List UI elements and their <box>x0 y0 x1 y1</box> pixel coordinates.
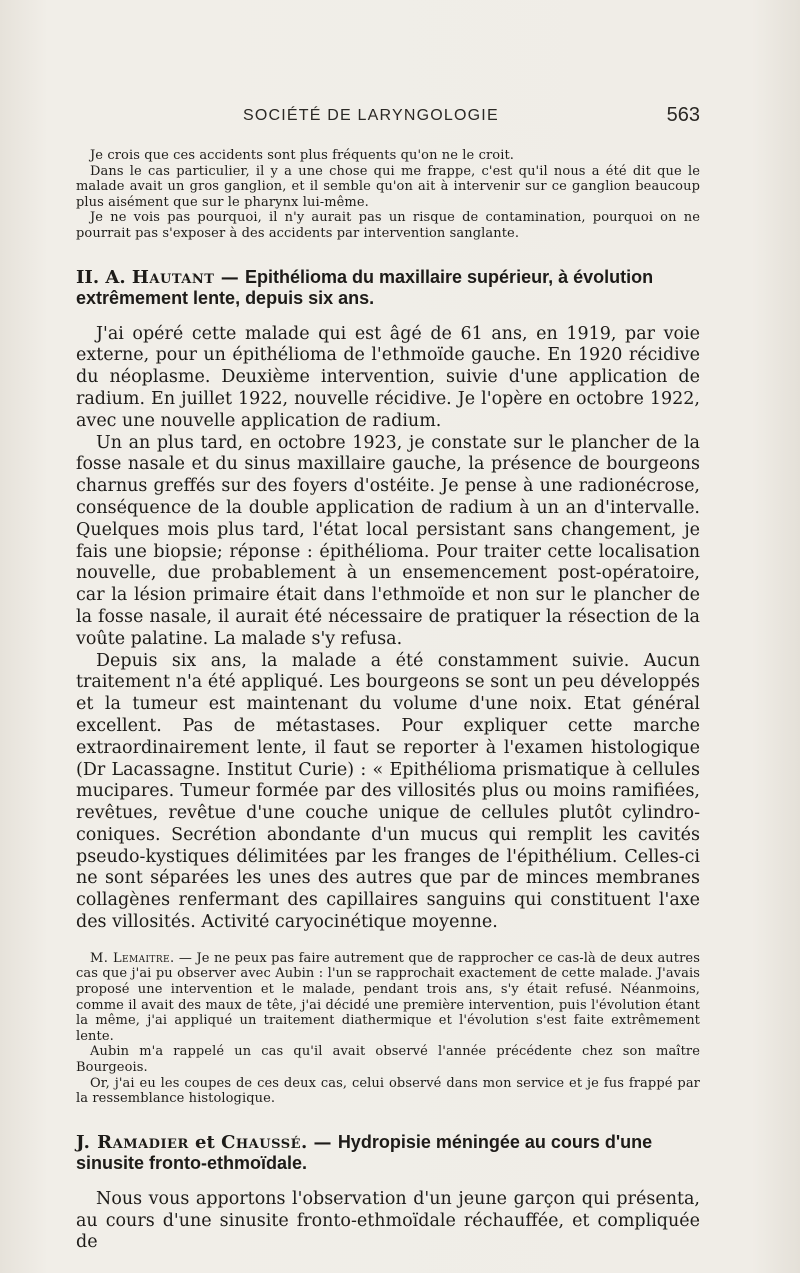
section-title: Epithélioma du maxillaire supérieur, à évolution extrêmement lente, depuis six ans. <box>76 266 654 309</box>
body-paragraph-3: Depuis six ans, la malade a été constamment suivie. Aucun traitement n'a été appliqué. Les bourgeons se sont un peu développés et la tumeur est maintenant du volume d'une noix. Etat général excellent. Pas de métastases. Pour expliquer cette marche extraordinairement lente, il faut se reporter à l'examen histologique (Dr Lacassagne. Institut Curie) : « Epithélioma prismatique à cellules mucipares. Tumeur formée par des villosités plus ou moins ramifiées, revêtues, revêtue d'une couche unique de cellules plutôt cylindro-coniques. Secrétion abondante d'un mucus qui remplit les cavités pseudo-kystiques délimitées par les franges de l'épithélium. Celles-ci ne sont séparées les unes des autres que par de minces membranes collagènes renfermant des capillaires sanguins qui constituent l'axe des villosités. Activité caryocinétique moyenne. <box>76 650 700 933</box>
section-hautant-body <box>76 324 700 934</box>
section-hautant-heading <box>76 267 700 310</box>
intro-paragraph-1: Je crois que ces accidents sont plus fréquents qu'on ne le croit. <box>90 148 515 163</box>
page-number: 563 <box>666 104 700 126</box>
page-body <box>76 148 700 1254</box>
discussion-paragraph-2: Aubin m'a rappelé un cas qu'il avait observé l'année précédente chez son maître Bourgeois. <box>76 1044 700 1076</box>
intro-paragraph-2: Dans le cas particulier, il y a une chose qui me frappe, c'est qu'il nous a été dit que le malade avait un gros ganglion, et il semble qu'on ait à intervenir sur ce ganglion beaucoup plus aisément que sur le pharynx lui-même. <box>76 163 700 210</box>
intro-paragraph-3: Je ne vois pas pourquoi, il n'y aurait pas un risque de contamination, pourquoi on ne pourrait pas s'exposer à des accidents par intervention sanglante. <box>76 210 700 241</box>
section-numbering: II. A. <box>76 266 126 288</box>
section-ramadier-body <box>76 1189 700 1254</box>
discussion-text-1: — Je ne peux pas faire autrement que de rapprocher ce cas-là de deux autres cas que j'ai pu observer avec Aubin : l'un se rapprochait exactement de cette malade. J'avais proposé une intervention et le malade, pendant trois ans, s'y était refusé. Néanmoins, comme il avait des maux de tête, j'ai décidé une première intervention, puis l'évolution étant la même, j'ai appliqué un traitement diathermique et l'évolution s'est faite extrêmement lente. <box>76 950 700 1044</box>
section-dash: — <box>214 266 245 288</box>
discussion-speaker: M. Lemaitre. <box>90 950 175 966</box>
section-authors-and: et <box>188 1131 222 1153</box>
page-header <box>76 104 700 134</box>
intro-block <box>76 148 700 242</box>
section-authors-1: J. Ramadier <box>76 1131 189 1153</box>
body-paragraph-1: J'ai opéré cette malade qui est âgé de 61 ans, en 1919, par voie externe, pour un épithélioma de l'ethmoïde gauche. En 1920 récidive du néoplasme. Deuxième intervention, suivie d'une application de radium. En juillet 1922, nouvelle récidive. Je l'opère en octobre 1922, avec une nouvelle application de radium. <box>76 323 700 431</box>
body-paragraph-4: Nous vous apportons l'observation d'un jeune garçon qui présenta, au cours d'une sinusite fronto-ethmoïdale réchauffée, et compliquée de <box>76 1188 700 1253</box>
section-authors-2: Chaussé <box>221 1131 301 1153</box>
section-dash-2: . — <box>301 1131 338 1153</box>
section-ramadier-heading <box>76 1132 700 1175</box>
discussion-paragraph-3: Or, j'ai eu les coupes de ces deux cas, celui observé dans mon service et je fus frappé par la ressemblance histologique. <box>76 1075 700 1107</box>
section-author: Hautant <box>131 266 215 288</box>
section-title-2: Hydropisie méningée au cours d'une sinusite fronto-ethmoïdale. <box>76 1131 653 1174</box>
body-paragraph-2: Un an plus tard, en octobre 1923, je constate sur le plancher de la fosse nasale et du sinus maxillaire gauche, la présence de bourgeons charnus greffés sur des foyers d'ostéite. Je pense à une radionécrose, conséquence de la double application de radium à un an d'intervalle. Quelques mois plus tard, l'état local persistant sans changement, je fais une biopsie; réponse : épithélioma. Pour traiter cette localisation nouvelle, due probablement à un ensemencement post-opératoire, car la lésion primaire était dans l'ethmoïde et non sur le plancher de la fosse nasale, il aurait été nécessaire de pratiquer la résection de la voûte palatine. La malade s'y refusa. <box>76 432 700 649</box>
running-title: SOCIÉTÉ DE LARYNGOLOGIE <box>243 107 499 124</box>
discussion-block <box>76 951 700 1107</box>
discussion-paragraph-1 <box>76 951 700 1045</box>
